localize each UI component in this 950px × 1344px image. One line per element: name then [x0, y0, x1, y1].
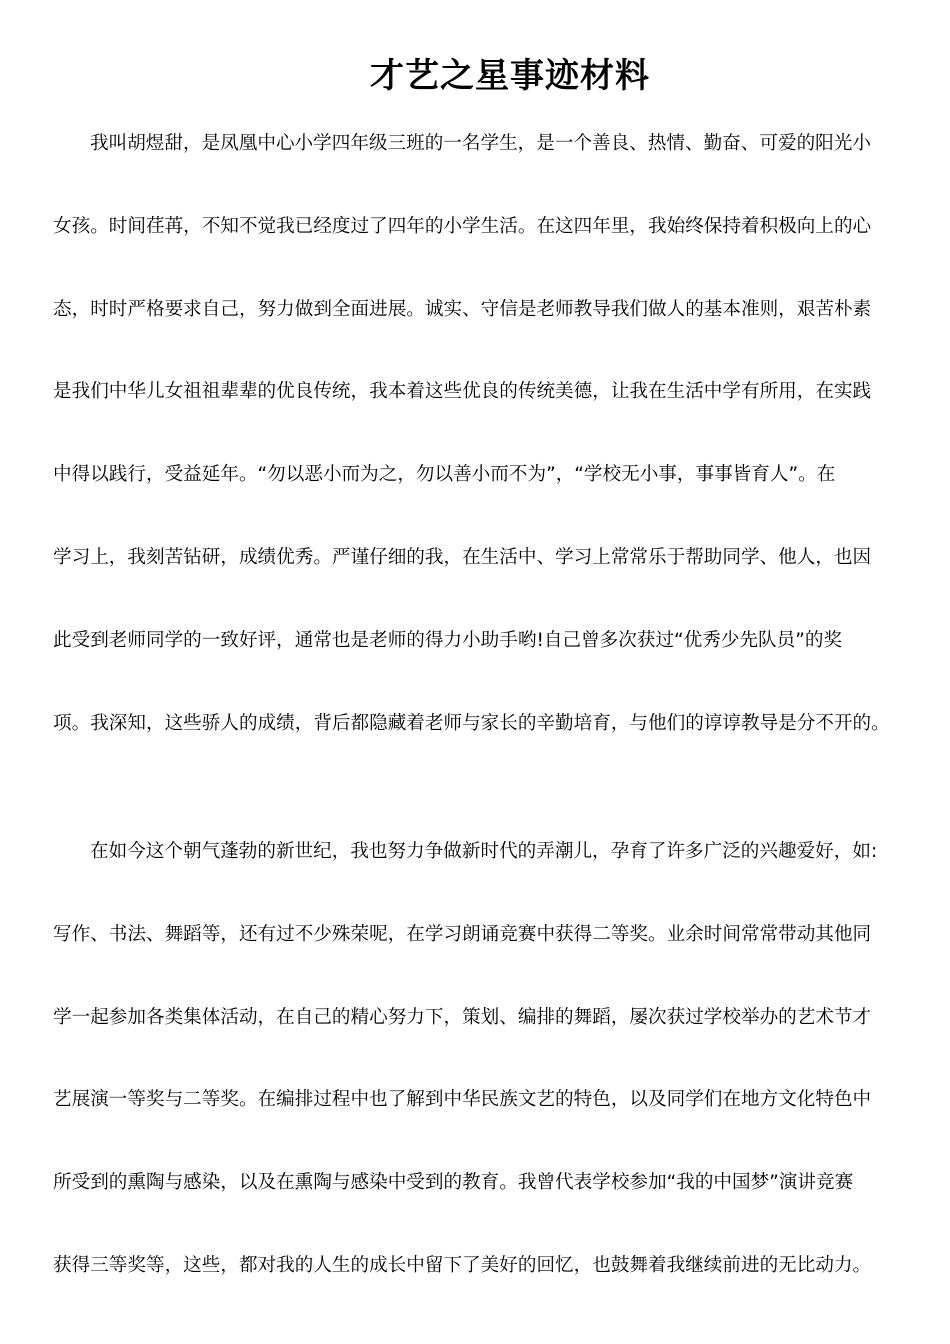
paragraph-line: 所受到的熏陶与感染，以及在熏陶与感染中受到的教育。我曾代表学校参加“我的中国梦”演讲竞赛	[53, 1172, 854, 1194]
paragraph-1	[53, 103, 908, 765]
paragraph-line: 获得三等奖等，这些，都对我的人生的成长中留下了美好的回忆，也鼓舞着我继续前进的无比动力。	[53, 1254, 872, 1276]
paragraph-line: 项。我深知，这些骄人的成绩，背后都隐藏着老师与家长的辛勤培育，与他们的谆谆教导是分不开的。	[53, 712, 890, 734]
paragraph-line: 写作、书法、舞蹈等，还有过不少殊荣呢，在学习朗诵竞赛中获得二等奖。业余时间常常带动其他同	[53, 923, 872, 945]
paragraph-line: 我叫胡煜甜，是凤凰中心小学四年级三班的一名学生，是一个善良、热情、勤奋、可爱的阳光小	[90, 133, 871, 154]
paragraph-line: 中得以践行，受益延年。“勿以恶小而为之，勿以善小而不为”，“学校无小事，事事皆育人”。在	[53, 464, 836, 486]
paragraph-2	[53, 811, 908, 1308]
paragraph-line: 态，时时严格要求自己，努力做到全面进展。诚实、守信是老师教导我们做人的基本准则，艰苦朴素	[53, 298, 872, 320]
paragraph-line: 是我们中华儿女祖祖辈辈的优良传统，我本着这些优良的传统美德，让我在生活中学有所用，在实践	[53, 381, 872, 403]
paragraph-line: 学一起参加各类集体活动，在自己的精心努力下，策划、编排的舞蹈，屡次获过学校举办的艺术节才	[53, 1006, 872, 1028]
paragraph-line: 艺展演一等奖与二等奖。在编排过程中也了解到中华民族文艺的特色，以及同学们在地方文化特色中	[53, 1089, 872, 1111]
paragraph-line: 学习上，我刻苦钻研，成绩优秀。严谨仔细的我，在生活中、学习上常常乐于帮助同学、他人，也因	[53, 546, 872, 568]
paragraph-line: 在如今这个朝气蓬勃的新世纪，我也努力争做新时代的弄潮儿，孕育了许多广泛的兴趣爱好，如:	[90, 841, 878, 862]
paragraph-line: 女孩。时间荏苒，不知不觉我已经度过了四年的小学生活。在这四年里，我始终保持着积极向上的心	[53, 215, 872, 237]
page-title: 才艺之星事迹材料	[370, 56, 650, 96]
paragraph-line: 此受到老师同学的一致好评，通常也是老师的得力小助手哟!自己曾多次获过“优秀少先队员”的奖	[53, 629, 843, 651]
